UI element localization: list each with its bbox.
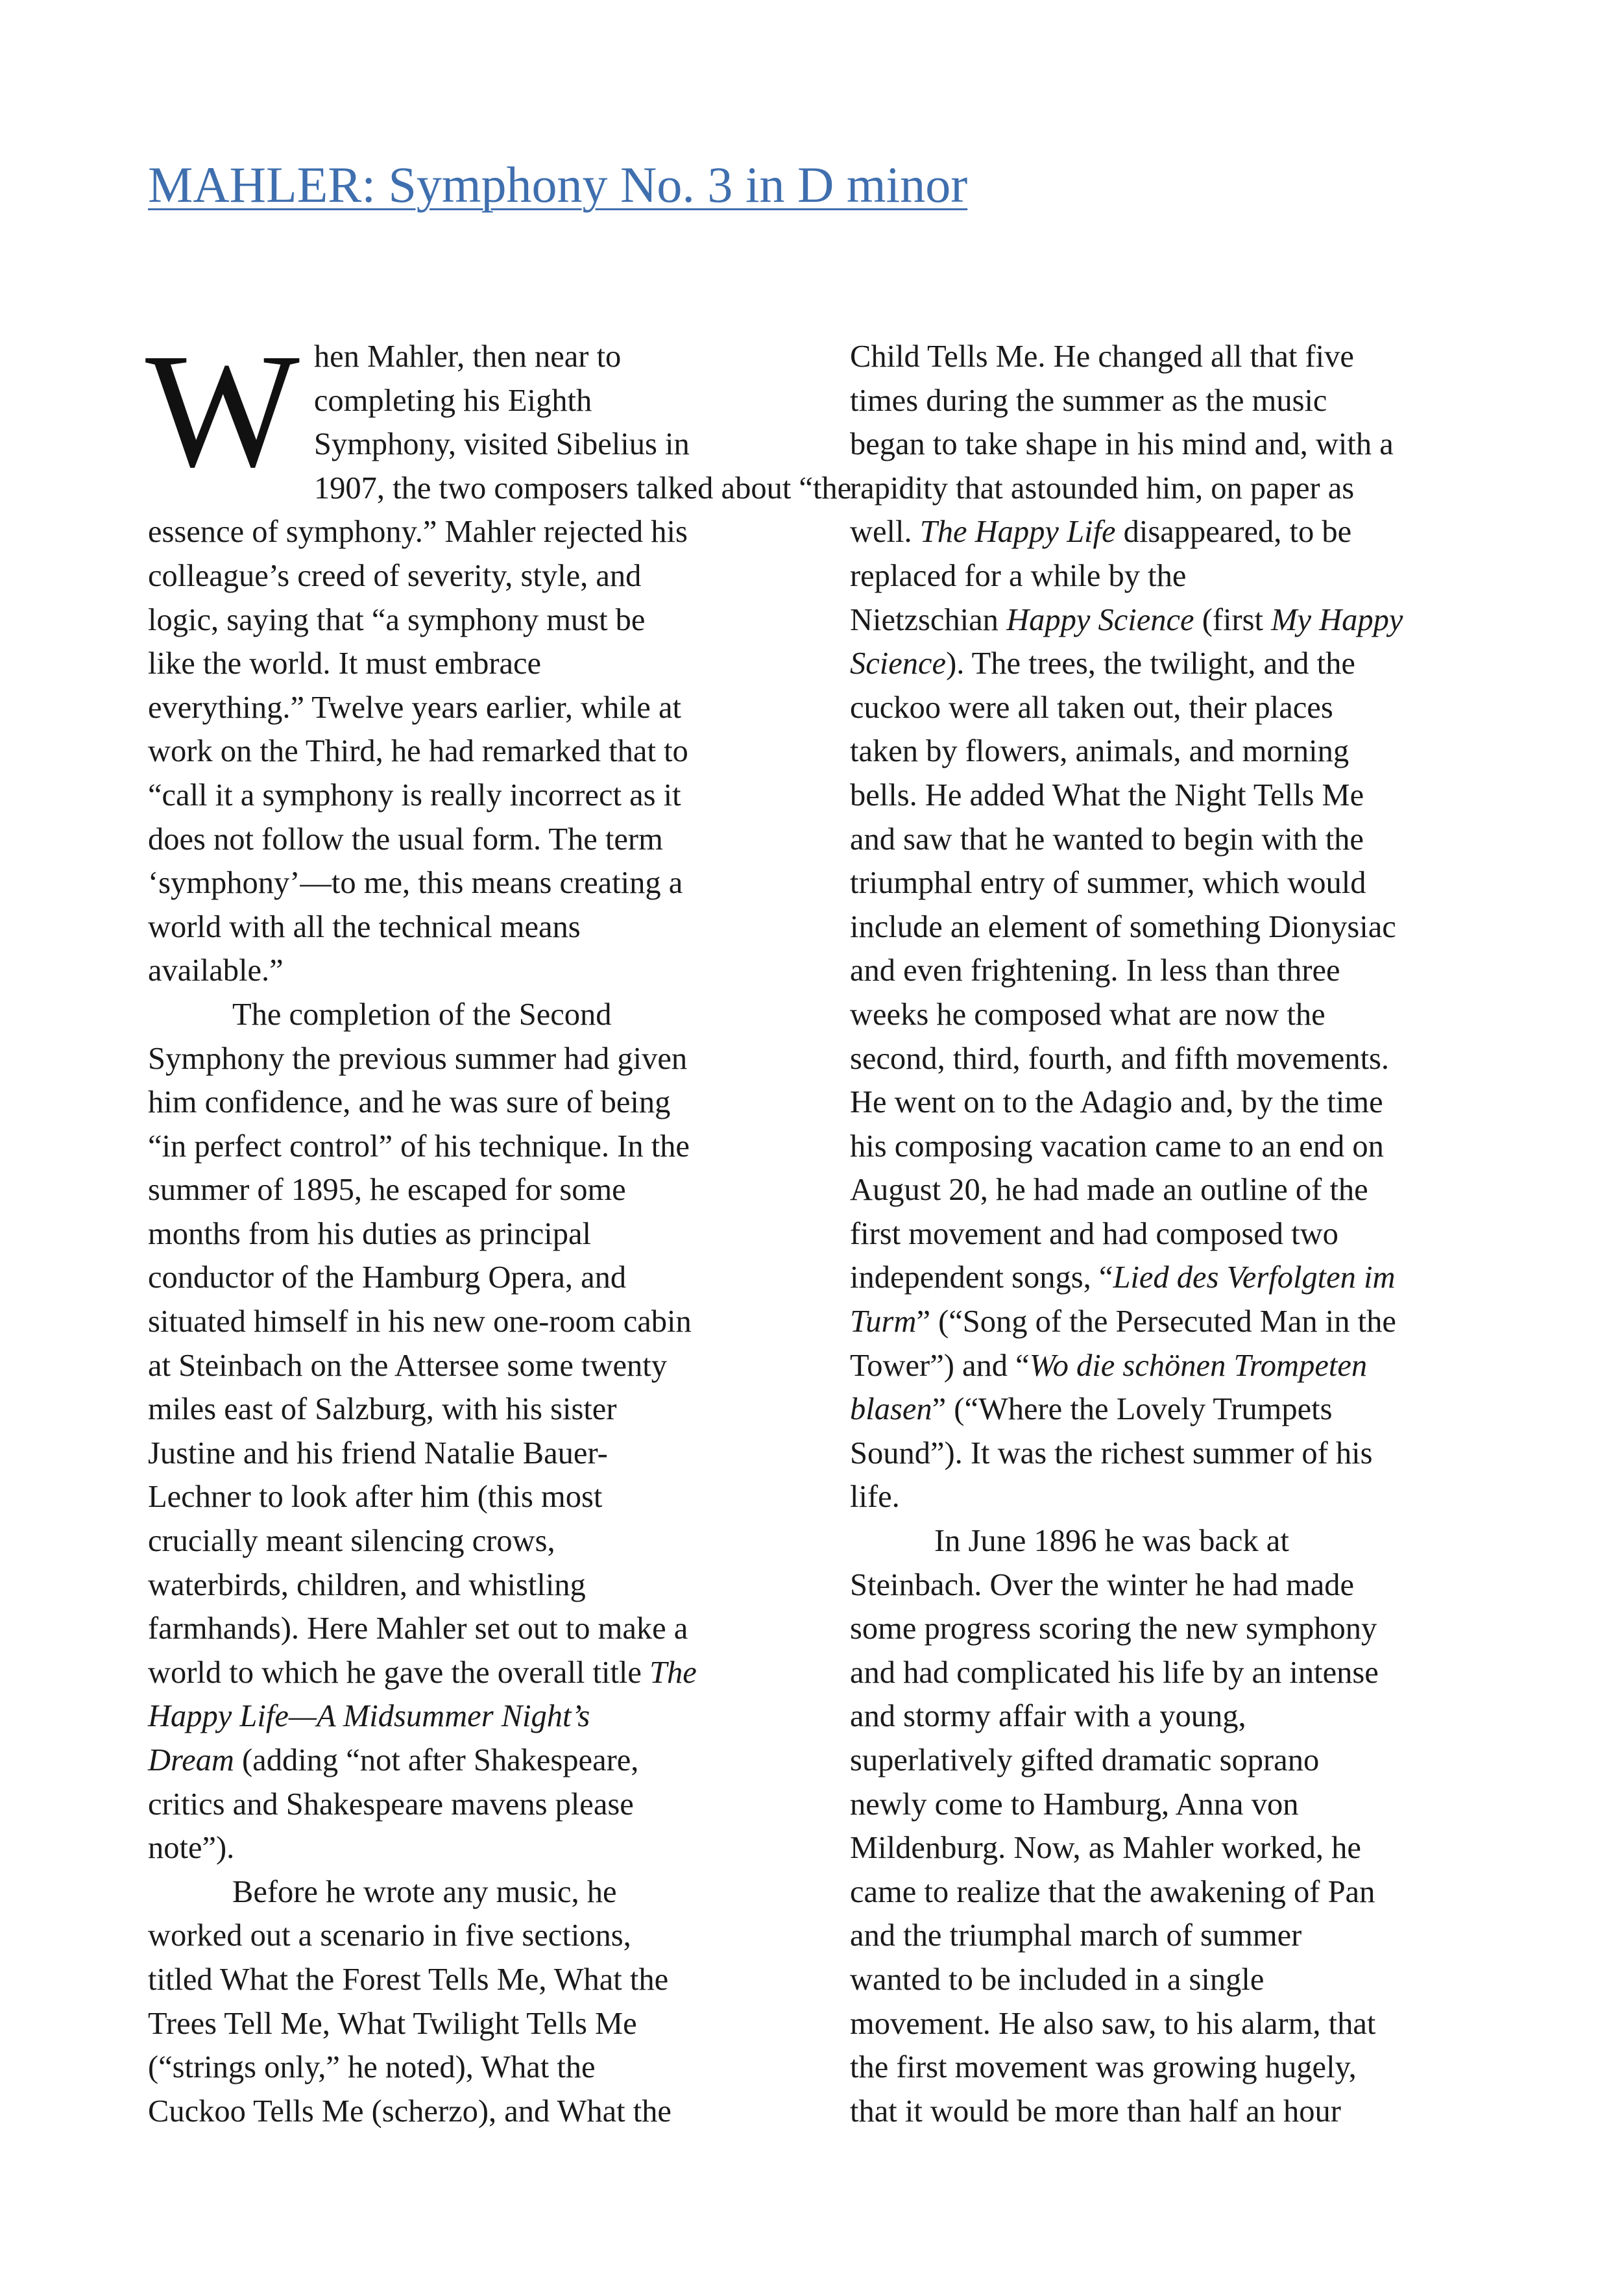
- text-line: waterbirds, children, and whistling: [148, 1567, 586, 1602]
- text-line: began to take shape in his mind and, with a: [850, 427, 1394, 462]
- text-run: (first: [1194, 602, 1272, 637]
- text-line: and the triumphal march of summer: [850, 1918, 1302, 1953]
- text-line: ‘symphony’—to me, this means creating a: [148, 866, 683, 901]
- text-line: Symphony, visited Sibelius in: [313, 427, 690, 462]
- text-line: critics and Shakespeare mavens please: [148, 1787, 634, 1822]
- text-line: movement. He also saw, to his alarm, that: [850, 2006, 1376, 2041]
- text-line: Trees Tell Me, What Twilight Tells Me: [148, 2006, 637, 2041]
- paragraph-1: [145, 319, 852, 993]
- text-line: colleague’s creed of severity, style, and: [148, 558, 642, 593]
- text-line: does not follow the usual form. The term: [148, 822, 663, 857]
- text-run: ” (“Where the Lovely Trumpets: [932, 1392, 1333, 1427]
- text-line: logic, saying that “a symphony must be: [148, 602, 646, 637]
- text-line: note”).: [148, 1831, 235, 1866]
- text-line: Lechner to look after him (this most: [148, 1480, 603, 1515]
- text-run: world to which he gave the overall title: [148, 1655, 650, 1690]
- italic-title: The: [649, 1655, 697, 1690]
- paragraph-3: [148, 1870, 797, 2134]
- italic-title: blasen: [850, 1392, 932, 1427]
- text-line: [850, 1300, 1499, 1344]
- text-line: [148, 1694, 797, 1739]
- text-line: Sound”). It was the richest summer of his: [850, 1435, 1373, 1471]
- text-line: bells. He added What the Night Tells Me: [850, 777, 1364, 812]
- text-line: taken by flowers, animals, and morning: [850, 734, 1350, 769]
- text-line: life.: [850, 1480, 900, 1515]
- paragraph-3-continued: [850, 335, 1499, 1519]
- text-line: essence of symphony.” Mahler rejected his: [148, 515, 688, 550]
- text-run: Nietzschian: [850, 602, 1007, 637]
- text-line: and even frightening. In less than three: [850, 953, 1340, 988]
- text-line: 1907, the two composers talked about “the: [313, 470, 852, 506]
- italic-title: Wo die schönen Trompeten: [1029, 1348, 1368, 1383]
- text-line: include an element of something Dionysiac: [850, 909, 1396, 944]
- text-line: first movement and had composed two: [850, 1216, 1338, 1251]
- text-line: second, third, fourth, and fifth movements.: [850, 1041, 1390, 1076]
- text-line: wanted to be included in a single: [850, 1962, 1265, 1997]
- page-title: MAHLER: Symphony No. 3 in D minor: [148, 156, 968, 213]
- right-column: [850, 335, 1499, 2133]
- text-line: like the world. It must embrace: [148, 646, 542, 681]
- text-line: situated himself in his new one-room cabin: [148, 1304, 692, 1339]
- text-line: [850, 1256, 1499, 1300]
- text-line: He went on to the Adagio and, by the time: [850, 1085, 1383, 1120]
- text-line: crucially meant silencing crows,: [148, 1524, 555, 1559]
- text-line: farmhands). Here Mahler set out to make a: [148, 1611, 688, 1646]
- drop-cap: W: [145, 319, 300, 501]
- text-line: [850, 642, 1499, 686]
- text-line: times during the summer as the music: [850, 383, 1327, 418]
- text-line: In June 1896 he was back at: [934, 1524, 1289, 1559]
- text-line: and stormy affair with a young,: [850, 1699, 1246, 1734]
- text-line: Symphony the previous summer had given: [148, 1041, 688, 1076]
- text-line: [148, 1651, 797, 1695]
- text-line: hen Mahler, then near to: [313, 339, 622, 374]
- text-line: cuckoo were all taken out, their places: [850, 690, 1333, 725]
- text-run: Tower”) and “: [850, 1348, 1030, 1383]
- text-line: August 20, he had made an outline of the: [850, 1173, 1368, 1208]
- text-run: (adding “not after Shakespeare,: [234, 1743, 639, 1777]
- italic-title: Science: [850, 646, 947, 681]
- text-line: [850, 598, 1499, 642]
- italic-title: Lied des Verfolgten im: [1113, 1260, 1396, 1295]
- text-line: Justine and his friend Natalie Bauer-: [148, 1435, 608, 1471]
- text-line: his composing vacation came to an end on: [850, 1129, 1384, 1164]
- text-run: well.: [850, 515, 920, 550]
- text-line: Cuckoo Tells Me (scherzo), and What the: [148, 2094, 672, 2129]
- text-line: that it would be more than half an hour: [850, 2094, 1341, 2129]
- text-line: and saw that he wanted to begin with the: [850, 822, 1364, 857]
- text-line: and had complicated his life by an intense: [850, 1655, 1379, 1690]
- text-line: everything.” Twelve years earlier, while at: [148, 690, 681, 725]
- text-line: months from his duties as principal: [148, 1216, 591, 1251]
- text-line: miles east of Salzburg, with his sister: [148, 1392, 617, 1427]
- text-line: the first movement was growing hugely,: [850, 2050, 1357, 2085]
- text-line: superlatively gifted dramatic soprano: [850, 1743, 1320, 1777]
- text-line: work on the Third, he had remarked that to: [148, 734, 688, 769]
- text-line: available.”: [148, 953, 284, 988]
- text-line: The completion of the Second: [232, 997, 612, 1032]
- italic-title: Turm: [850, 1304, 917, 1339]
- italic-title: Happy Science: [1006, 602, 1194, 637]
- text-line: him confidence, and he was sure of being: [148, 1085, 671, 1120]
- text-line: rapidity that astounded him, on paper as: [850, 470, 1355, 506]
- text-line: Steinbach. Over the winter he had made: [850, 1567, 1355, 1602]
- text-run: ” (“Song of the Persecuted Man in the: [916, 1304, 1396, 1339]
- text-line: completing his Eighth: [313, 383, 592, 418]
- text-line: worked out a scenario in five sections,: [148, 1918, 631, 1953]
- paragraph-2: [148, 993, 797, 1870]
- text-line: [850, 510, 1499, 554]
- text-line: came to realize that the awakening of Pan: [850, 1874, 1375, 1909]
- italic-title: The Happy Life: [919, 515, 1116, 550]
- text-line: Mildenburg. Now, as Mahler worked, he: [850, 1831, 1361, 1866]
- text-line: Before he wrote any music, he: [232, 1874, 617, 1909]
- italic-title: My Happy: [1271, 602, 1403, 637]
- text-line: [850, 1344, 1499, 1388]
- text-line: [148, 1739, 797, 1783]
- text-line: newly come to Hamburg, Anna von: [850, 1787, 1299, 1822]
- text-run: ). The trees, the twilight, and the: [946, 646, 1355, 681]
- italic-title: Happy Life—A Midsummer Night’s: [148, 1699, 590, 1734]
- text-line: world with all the technical means: [148, 909, 581, 944]
- text-line: conductor of the Hamburg Opera, and: [148, 1260, 627, 1295]
- text-line: [850, 1387, 1499, 1432]
- italic-title: Dream: [148, 1743, 234, 1777]
- text-line: titled What the Forest Tells Me, What the: [148, 1962, 669, 1997]
- text-line: Child Tells Me. He changed all that five: [850, 339, 1354, 374]
- text-line: at Steinbach on the Attersee some twenty: [148, 1348, 668, 1383]
- text-line: “in perfect control” of his technique. In the: [148, 1129, 690, 1164]
- text-line: replaced for a while by the: [850, 558, 1187, 593]
- text-run: disappeared, to be: [1115, 515, 1352, 550]
- text-line: (“strings only,” he noted), What the: [148, 2050, 596, 2085]
- left-column: [145, 319, 852, 2133]
- paragraph-4: [850, 1519, 1499, 2133]
- text-line: “call it a symphony is really incorrect as it: [148, 777, 681, 812]
- text-line: triumphal entry of summer, which would: [850, 866, 1366, 901]
- text-run: independent songs, “: [850, 1260, 1113, 1295]
- text-line: some progress scoring the new symphony: [850, 1611, 1377, 1646]
- text-line: summer of 1895, he escaped for some: [148, 1173, 626, 1208]
- text-line: weeks he composed what are now the: [850, 997, 1325, 1032]
